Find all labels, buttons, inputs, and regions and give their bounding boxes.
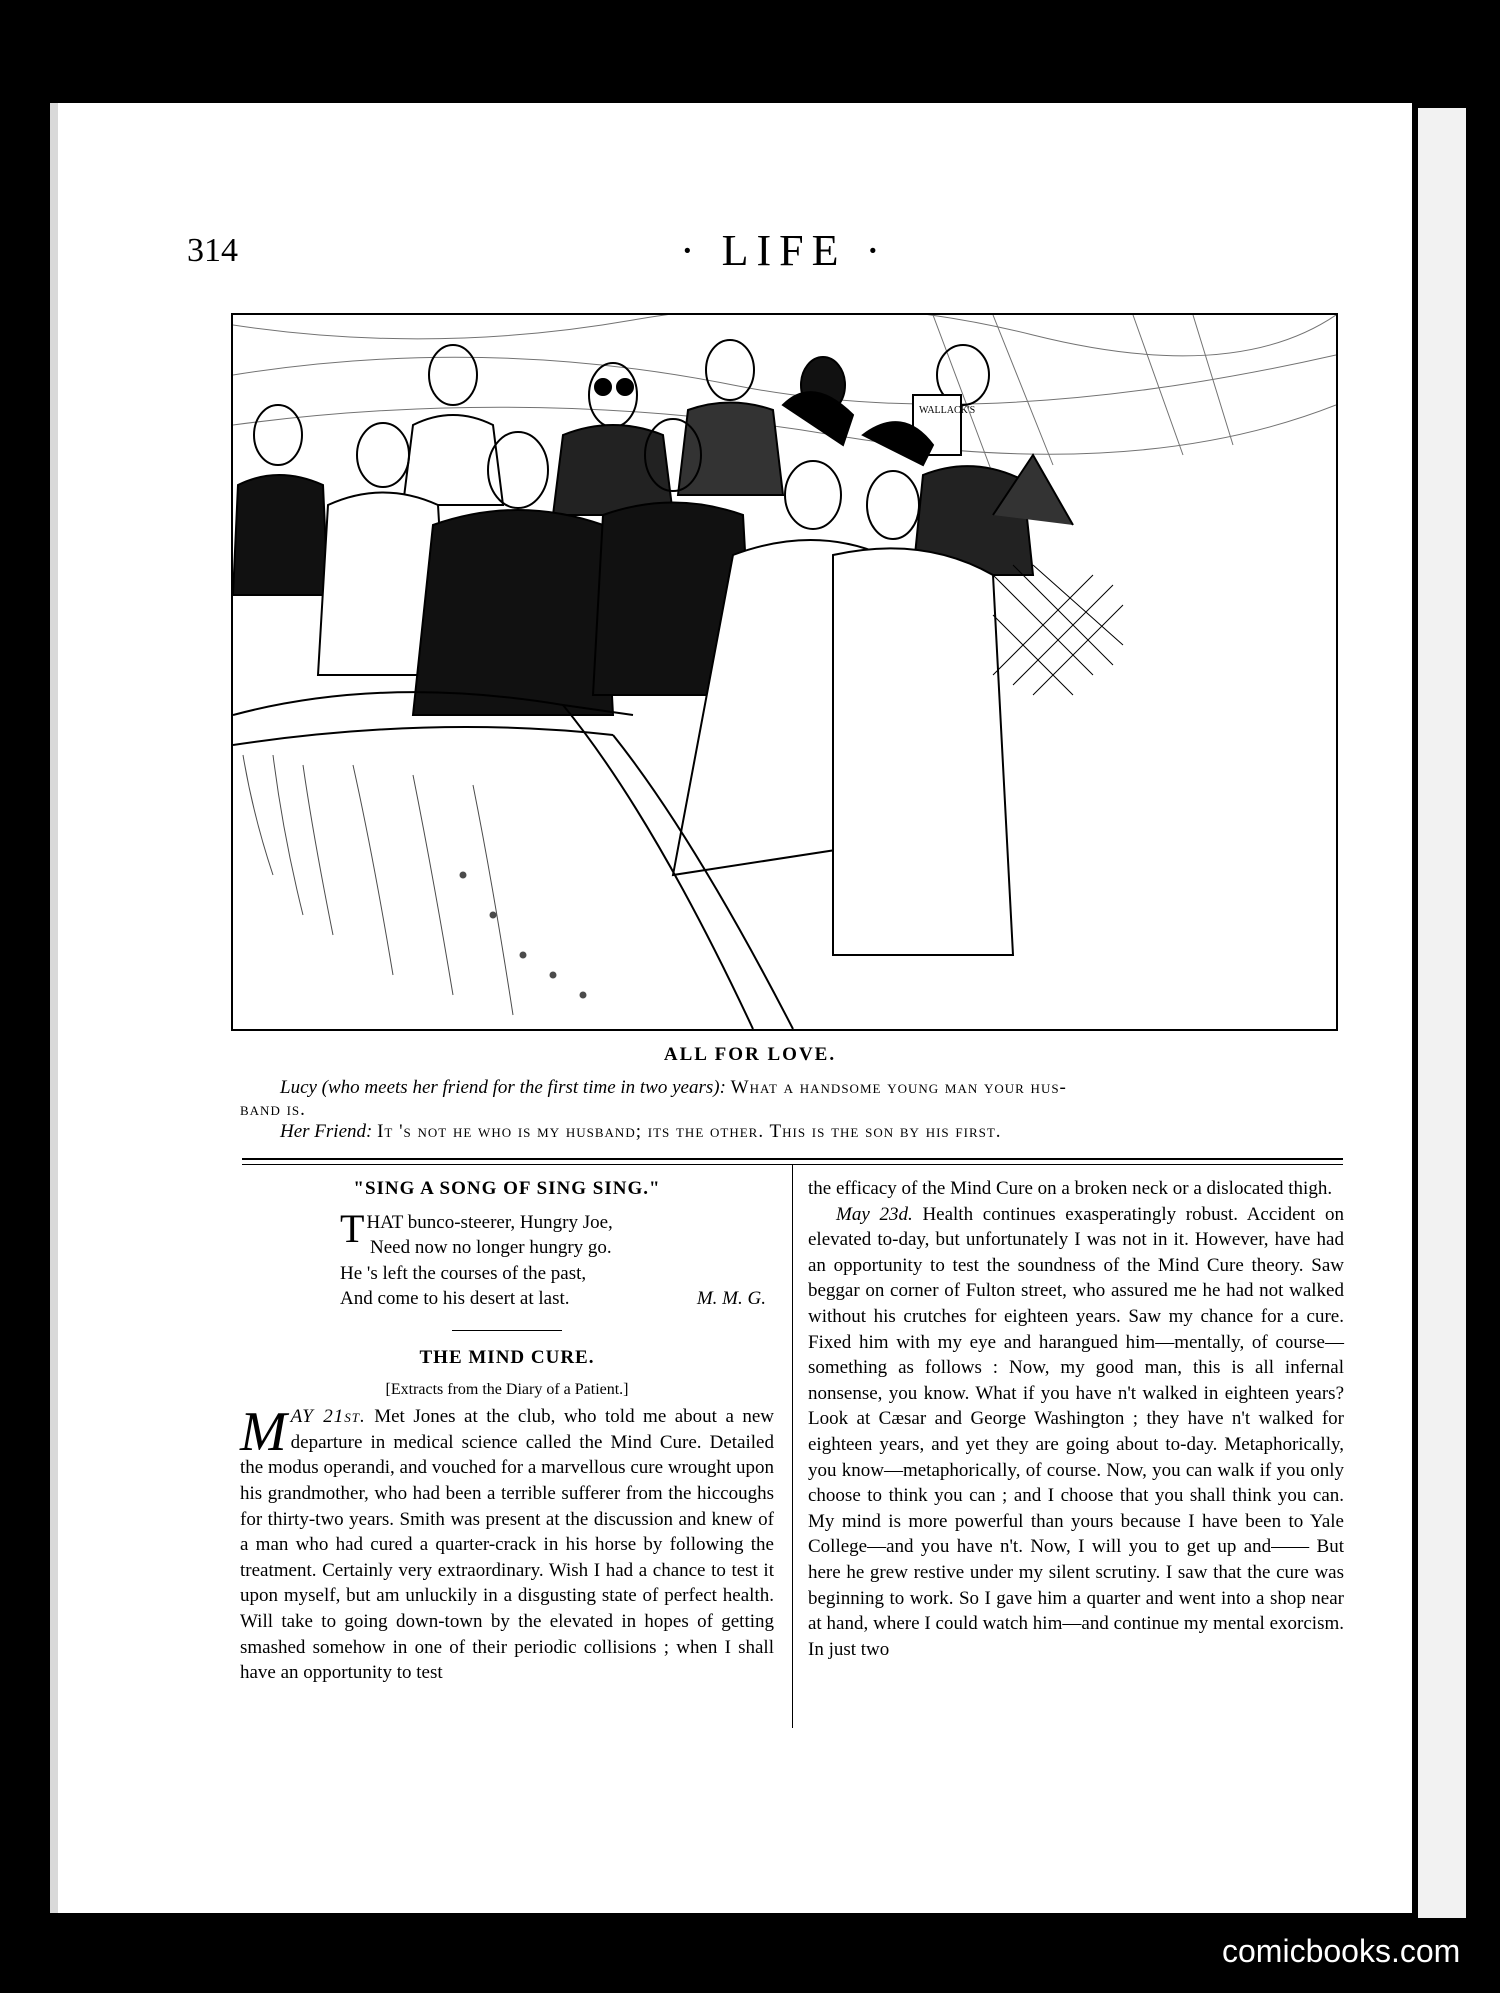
entry-text-1: Met Jones at the club, who told me about a new departure in medical science called the Mind Cure. Detailed the modus operandi, and vouched for a marvellous cure wrought upon his grandmother, who had been a terrible sufferer from the hiccoughs for thirty-two years. Smith was present at the discussion and knew of a man who had cured a quarter-crack in his horse by following the treatment. Certainly very extraordinary. Wish I had a chance to test it upon myself, but am unluckily in a disgusting state of perfect health. Will take to going down-town by the elevated in hopes of getting smashed somehow in one of their periodic collisions ; when I shall have an opportunity to test (240, 1406, 775, 1684)
caption-speaker-lucy: Lucy (who meets her friend for the first time in two years): (280, 1077, 726, 1098)
masthead-title: · LIFE · (680, 226, 889, 275)
article-paragraph-1-cont: the efficacy of the Mind Cure on a broken neck or a dislocated thigh. (808, 1178, 1333, 1199)
theater-box-drawing (233, 315, 1336, 1029)
watermark: comicbooks.com (1222, 1933, 1461, 1969)
poem-dropcap: T (340, 1205, 365, 1251)
cartoon-illustration (231, 313, 1338, 1031)
caption-text-lucy: What a handsome young man your hus- (730, 1077, 1067, 1098)
poem-line-2: Need now no longer hungry go. (370, 1237, 612, 1259)
caption-text-friend: It 's not he who is my husband; its the other. This is the son by his first. (377, 1121, 1002, 1142)
entry-date-1: AY 21st. (290, 1406, 366, 1428)
poem-initials: M. M. G. (696, 1288, 766, 1310)
program-text: WALLACK'S (919, 405, 976, 416)
article-title: THE MIND CURE. (419, 1346, 595, 1368)
cartoon-title: ALL FOR LOVE. (663, 1044, 837, 1065)
entry-date-2: May 23d. (836, 1203, 913, 1225)
poem-line-1: HAT bunco-steerer, Hungry Joe, (366, 1211, 613, 1233)
poem-line-4-text: And come to his desert at last. (340, 1288, 570, 1310)
poem-divider (452, 1330, 562, 1331)
poem-body (340, 1205, 774, 1312)
poem-line-3: He 's left the courses of the past, (340, 1262, 587, 1284)
poem-line-4 (340, 1286, 774, 1312)
section-rule (242, 1158, 1343, 1160)
caption-speaker-friend: Her Friend: (280, 1121, 373, 1142)
left-column (240, 1176, 774, 1686)
article-dropcap: M (240, 1401, 287, 1464)
article-subtitle: [Extracts from the Diary of a Patient.] (385, 1380, 629, 1398)
entry-text-2: Health continues exasperatingly robust. Accident on elevated to-day, but unfortunately I was not in it. However, have had an opportunity to test the soundness of the Mind Cure theory. Saw beggar on corner of Fulton street, who assured me he had not walked without his crutches for eighteen years. Saw my chance for a cure. Fixed him with my eye and harangued him—mentally, of course—something as follows : Now, my good man, this is all infernal nonsense, you know. What if you have n't walked in eighteen years? Look at Cæsar and George Washington ; they have n't walked for eighteen years, and yet they are going about to-day. Metaphorically, you know—metaphorically, of course. Now, you can walk if you only choose to think you can ; and I choose that you shall think you can. My mind is more powerful than yours because I have been to Yale College—and you have n't. Now, I will you to get up and—— But here he grew restive under my silent scrutiny. I saw that the cure was beginning to work. So I gave him a quarter and went into a shop near at hand, where I could watch him—and continue my mental exorcism. In just two (808, 1203, 1344, 1660)
caption-text-lucy-cont: band is. (240, 1099, 306, 1120)
caption-line-1 (240, 1076, 1344, 1100)
caption-line-1-cont (240, 1098, 1344, 1122)
article-paragraph-2 (808, 1202, 1344, 1663)
next-page-edge (1418, 108, 1466, 1918)
right-column (808, 1176, 1344, 1662)
caption-line-2 (240, 1120, 1344, 1144)
page-number: 314 (187, 232, 238, 269)
column-divider (792, 1164, 793, 1728)
article-paragraph-1 (240, 1401, 775, 1686)
scan-border (1466, 108, 1500, 1918)
poem-title: "SING A SONG OF SING SING." (353, 1178, 661, 1199)
